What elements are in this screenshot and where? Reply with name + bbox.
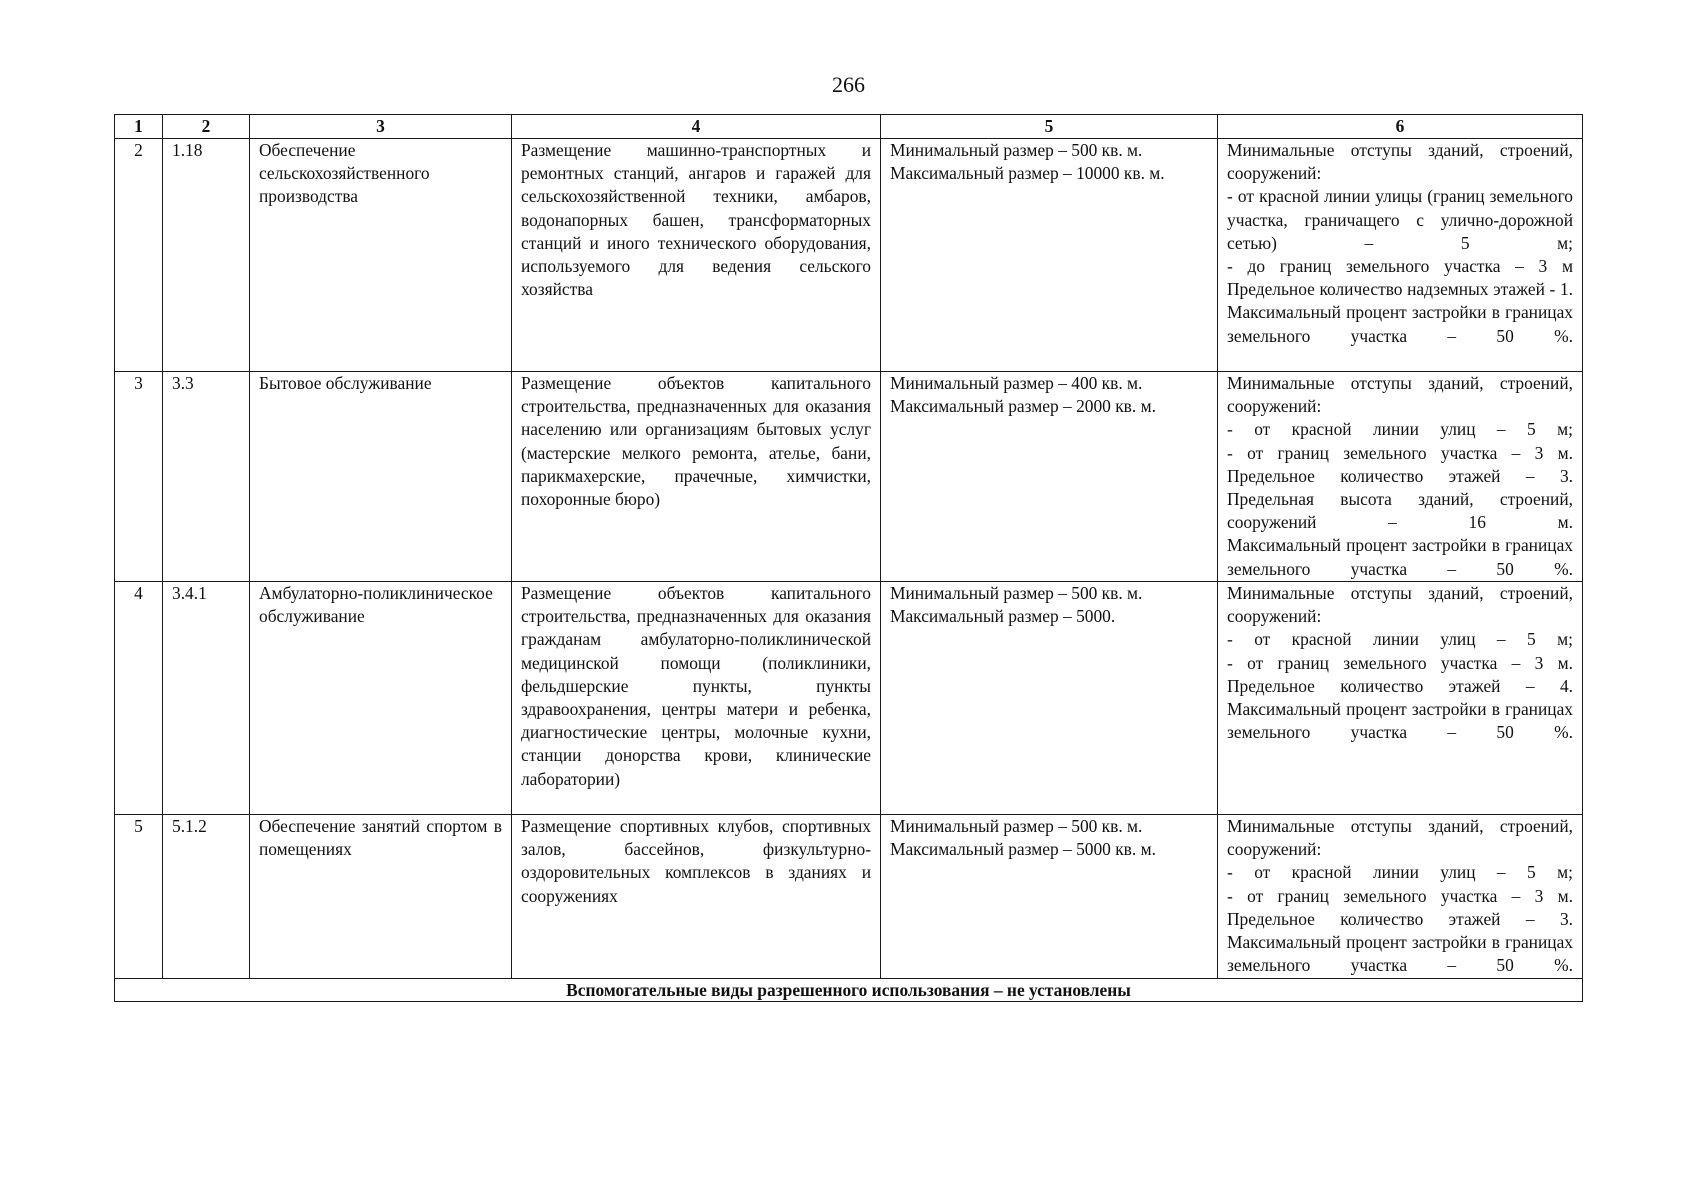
max-size: Максимальный размер – 5000. [890,606,1116,627]
param-line: Минимальные отступы зданий, строений, сооружений: [1227,583,1573,627]
header-col-2: 2 [163,115,250,139]
table-row [115,582,1583,815]
max-size: Максимальный размер – 2000 кв. м. [890,396,1156,417]
param-line: Максимальный процент застройки в границах земельного участка – 50 %. [1227,302,1573,346]
use-description: Размещение объектов капитального строительства, предназначенных для оказания населению или организациям бытовых услуг (мастерские мелкого ремонта, ателье, бани, парикмахерские, прачечные, химчистки, похоронные бюро) [512,372,881,582]
header-col-5: 5 [881,115,1218,139]
footer-row [115,979,1583,1002]
header-col-6: 6 [1218,115,1583,139]
use-code: 1.18 [163,139,250,372]
min-size: Минимальный размер – 500 кв. м. [890,816,1143,836]
header-col-1: 1 [115,115,163,139]
param-line: - от границ земельного участка – 3 м. [1227,442,1573,463]
header-col-4: 4 [512,115,881,139]
param-line: Максимальный процент застройки в границах земельного участка – 50 %. [1227,535,1573,579]
param-line: Предельное количество этажей – 3. [1227,908,1573,929]
table-row [115,815,1583,979]
build-params [1218,582,1583,815]
param-line: - от границ земельного участка – 3 м. [1227,652,1573,673]
use-name: Бытовое обслуживание [250,372,512,582]
max-size: Максимальный размер – 5000 кв. м. [890,839,1156,860]
table-row [115,139,1583,372]
plot-size [881,815,1218,979]
plot-size [881,139,1218,372]
use-name: Амбулаторно-поликлиническое обслуживание [250,582,512,815]
param-line: Минимальные отступы зданий, строений, сооружений: [1227,373,1573,417]
min-size: Минимальный размер – 500 кв. м. [890,140,1143,160]
plot-size [881,372,1218,582]
table-row [115,372,1583,582]
plot-size [881,582,1218,815]
param-line: Предельное количество этажей – 3. [1227,465,1573,486]
param-line: - от красной линии улиц – 5 м; [1227,862,1573,883]
use-code: 3.3 [163,372,250,582]
param-line: - до границ земельного участка – 3 м [1227,256,1573,277]
use-name: Обеспечение сельскохозяйственного производства [250,139,512,372]
param-line: Предельное количество надземных этажей - 1. [1227,279,1573,300]
param-line: Минимальные отступы зданий, строений, сооружений: [1227,140,1573,184]
build-params [1218,815,1583,979]
header-col-3: 3 [250,115,512,139]
max-size: Максимальный размер – 10000 кв. м. [890,163,1165,184]
min-size: Минимальный размер – 400 кв. м. [890,373,1143,393]
row-number: 4 [115,582,163,815]
use-description: Размещение спортивных клубов, спортивных залов, бассейнов, физкультурно-оздоровительных комплексов в зданиях и сооружениях [512,815,881,979]
use-name: Обеспечение занятий спортом в помещениях [250,815,512,979]
param-line: Предельная высота зданий, строений, сооружений – 16 м. [1227,489,1573,533]
param-line: - от границ земельного участка – 3 м. [1227,885,1573,906]
param-line: Предельное количество этажей – 4. [1227,675,1573,696]
use-description: Размещение объектов капитального строительства, предназначенных для оказания гражданам амбулаторно-поликлинической медицинской помощи (поликлиники, фельдшерские пункты, пункты здравоохранения, центры матери и ребенка, диагностические центры, молочные кухни, станции донорства крови, клинические лаборатории) [512,582,881,815]
row-number: 3 [115,372,163,582]
use-code: 5.1.2 [163,815,250,979]
land-use-table [114,114,1583,1002]
param-line: Максимальный процент застройки в границах земельного участка – 50 %. [1227,699,1573,743]
param-line: Минимальные отступы зданий, строений, сооружений: [1227,816,1573,860]
param-line: - от красной линии улиц – 5 м; [1227,419,1573,440]
use-description: Размещение машинно-транспортных и ремонтных станций, ангаров и гаражей для сельскохозяйственной техники, амбаров, водонапорных башен, трансформаторных станций и иного технического оборудования, используемого для ведения сельского хозяйства [512,139,881,372]
param-line: - от красной линии улиц – 5 м; [1227,629,1573,650]
header-row [115,115,1583,139]
page-number: 266 [832,72,865,97]
auxiliary-uses-note: Вспомогательные виды разрешенного использования – не установлены [115,979,1583,1002]
use-code: 3.4.1 [163,582,250,815]
row-number: 5 [115,815,163,979]
min-size: Минимальный размер – 500 кв. м. [890,583,1143,603]
build-params [1218,372,1583,582]
build-params [1218,139,1583,372]
param-line: - от красной линии улицы (границ земельного участка, граничащего с улично-дорожной сетью) – 5 м; [1227,186,1573,253]
row-number: 2 [115,139,163,372]
param-line: Максимальный процент застройки в границах земельного участка – 50 %. [1227,932,1573,976]
